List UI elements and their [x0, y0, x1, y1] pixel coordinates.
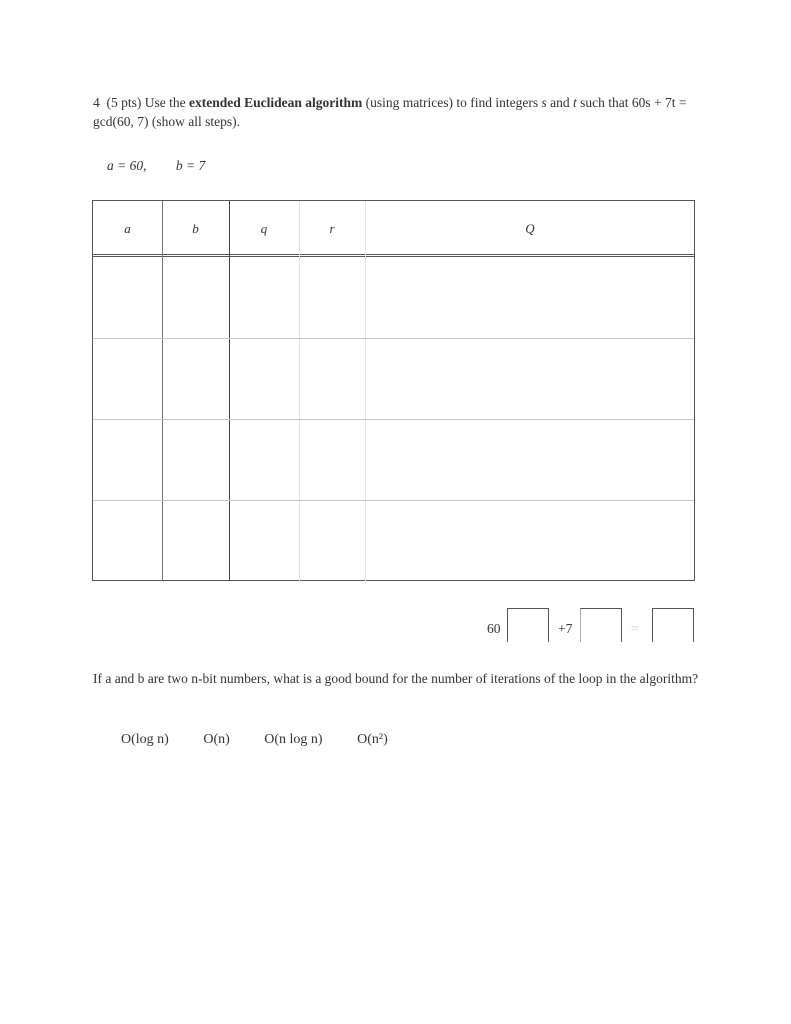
question-2: If a and b are two n-bit numbers, what is a good bound for the number of iterations of the loop in the algorithm? [93, 671, 699, 686]
header-Q: Q [525, 221, 535, 236]
question-emphasis: extended Euclidean algorithm [189, 95, 363, 110]
table-row[interactable] [93, 339, 695, 419]
question-such: such [580, 95, 605, 110]
s-answer-box[interactable] [507, 608, 549, 642]
answer-equation [0, 608, 791, 644]
given-b: b = 7 [175, 158, 206, 173]
var-s: s [541, 95, 547, 110]
header-b: b [192, 221, 199, 236]
question-show-steps: (show all steps). [151, 114, 240, 129]
option-n-log-n[interactable]: O(n log n) [264, 732, 323, 747]
coef-60: 60 [487, 621, 501, 636]
result-answer-box[interactable] [652, 608, 694, 642]
question-number: 4 [93, 95, 100, 110]
question-header [93, 93, 703, 131]
option-n[interactable]: O(n) [203, 732, 230, 747]
given-values [107, 158, 205, 174]
answer-options [121, 732, 419, 748]
question-equation: 60s + 7t = gcd(60, 7) [93, 95, 687, 129]
work-table [92, 200, 695, 581]
table-row[interactable] [93, 501, 695, 580]
question-that: that [608, 95, 629, 110]
coef-plus-7: +7 [558, 621, 573, 636]
given-a: a = 60, [107, 158, 147, 173]
table-row[interactable] [93, 420, 695, 500]
question-and: and [550, 95, 570, 110]
question-text-1: (using matrices) to find integers [365, 95, 539, 110]
header-r: r [329, 221, 335, 236]
question-points: (5 pts) [106, 95, 142, 110]
var-t: t [573, 95, 577, 110]
table-row[interactable] [93, 257, 695, 338]
t-answer-box[interactable] [580, 608, 622, 642]
header-a: a [124, 221, 131, 236]
option-log-n[interactable]: O(log n) [121, 732, 169, 747]
option-n-squared[interactable]: O(n²) [357, 732, 388, 747]
equals-sign: = [631, 621, 639, 636]
question-intro: Use the [144, 95, 186, 110]
header-q: q [260, 221, 268, 236]
